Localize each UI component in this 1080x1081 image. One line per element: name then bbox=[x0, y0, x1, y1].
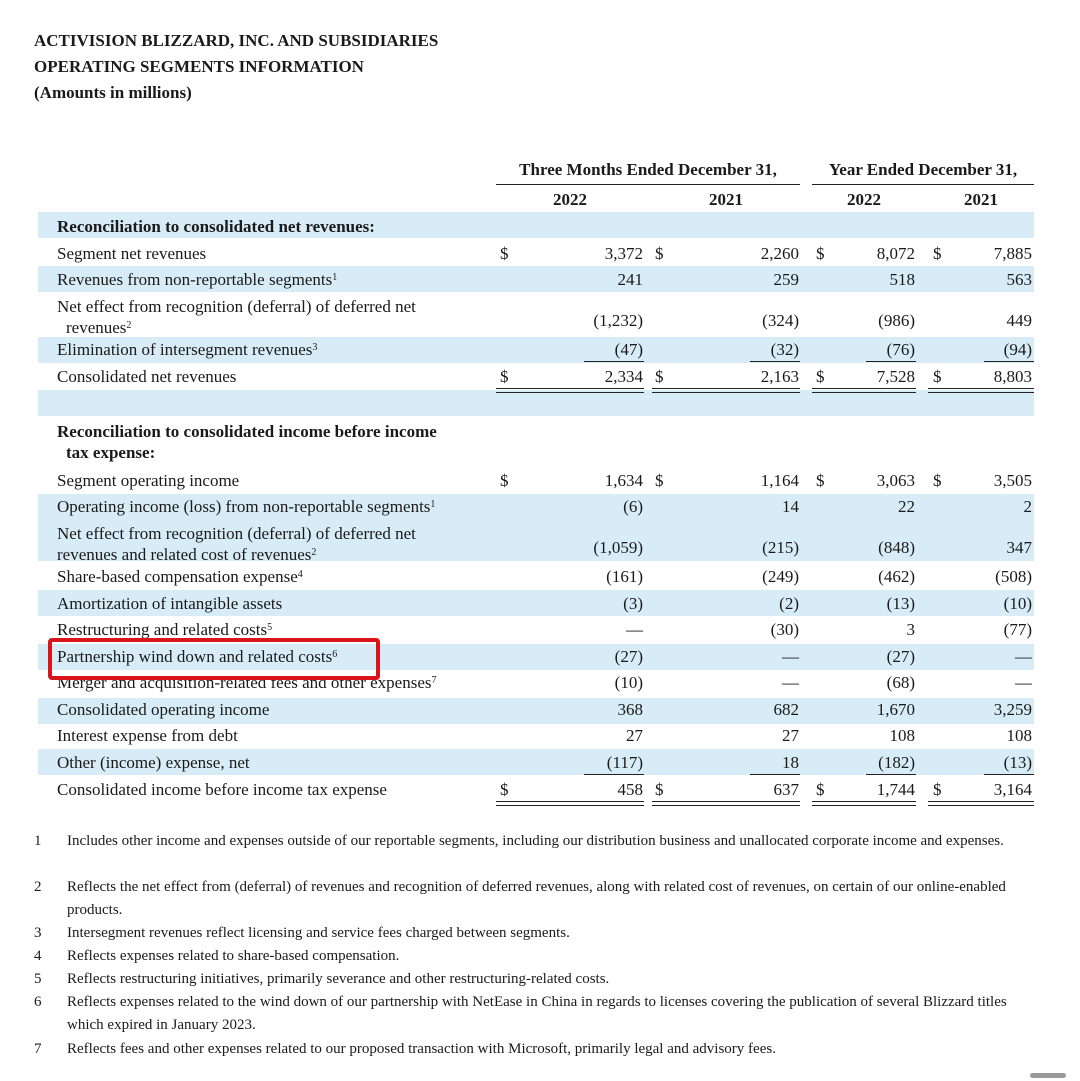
row-value: (324) bbox=[762, 311, 799, 330]
subtotal-rule bbox=[984, 774, 1034, 775]
row-value: 563 bbox=[1006, 270, 1032, 289]
row-value: 1,670 bbox=[876, 700, 915, 719]
subtotal-rule bbox=[584, 361, 644, 362]
row-value: (27) bbox=[886, 647, 915, 666]
row-label: Net effect from recognition (deferral) of deferred net bbox=[57, 297, 416, 316]
row-value: 637 bbox=[773, 780, 799, 799]
quarter-heading: Three Months Ended December 31, bbox=[519, 160, 777, 179]
footnote-number: 6 bbox=[34, 994, 42, 1010]
dollar-sign: $ bbox=[816, 367, 825, 386]
footnote-ref: 4 bbox=[297, 569, 303, 580]
row-value: (76) bbox=[886, 340, 915, 359]
row-value: (117) bbox=[606, 753, 643, 772]
footnote-number: 3 bbox=[34, 925, 42, 941]
dollar-sign: $ bbox=[655, 780, 664, 799]
year-heading: Year Ended December 31, bbox=[828, 160, 1018, 179]
units-note: (Amounts in millions) bbox=[34, 83, 192, 102]
row-label: Interest expense from debt bbox=[57, 726, 238, 745]
row-value: 2,334 bbox=[604, 367, 643, 386]
total-rule bbox=[496, 801, 644, 806]
row-value: 1,744 bbox=[876, 780, 915, 799]
dollar-sign: $ bbox=[933, 244, 942, 263]
row-value: (848) bbox=[878, 538, 915, 557]
total-rule bbox=[812, 388, 916, 393]
row-value: (161) bbox=[606, 567, 643, 586]
row-value: (1,232) bbox=[593, 311, 643, 330]
row-value: 1,164 bbox=[760, 471, 799, 490]
row-value: — bbox=[1015, 647, 1032, 666]
row-value: (249) bbox=[762, 567, 799, 586]
row-value: 3,063 bbox=[876, 471, 915, 490]
year-col-4: 2021 bbox=[964, 190, 998, 209]
row-value: (6) bbox=[623, 497, 643, 516]
dollar-sign: $ bbox=[655, 244, 664, 263]
row-label: Restructuring and related costs$^5$ bbox=[57, 620, 273, 639]
row-value: (68) bbox=[886, 673, 915, 692]
subtotal-rule bbox=[984, 361, 1034, 362]
subtotal-rule bbox=[584, 774, 644, 775]
total-rule bbox=[496, 388, 644, 393]
row-value: (3) bbox=[623, 594, 643, 613]
row-value: 347 bbox=[1006, 538, 1032, 557]
dollar-sign: $ bbox=[933, 367, 942, 386]
total-rule bbox=[928, 388, 1034, 393]
row-value: 8,072 bbox=[876, 244, 915, 263]
row-value: — bbox=[782, 673, 799, 692]
row-value: 27 bbox=[782, 726, 799, 745]
total-rule bbox=[652, 801, 800, 806]
row-band bbox=[38, 390, 1034, 416]
row-label: Net effect from recognition (deferral) of deferred net bbox=[57, 524, 416, 543]
footnote-ref: 1 bbox=[332, 272, 338, 283]
row-value: 2,163 bbox=[760, 367, 799, 386]
row-value: 2 bbox=[1023, 497, 1032, 516]
section-title-revenues: Reconciliation to consolidated net revenues: bbox=[57, 217, 375, 236]
footnote-ref: 2 bbox=[126, 320, 132, 331]
row-label: Segment operating income bbox=[57, 471, 240, 490]
row-value: 27 bbox=[626, 726, 643, 745]
row-value: 22 bbox=[898, 497, 915, 516]
footnote-ref: 2 bbox=[311, 547, 317, 558]
row-value: 108 bbox=[889, 726, 915, 745]
row-label: Consolidated operating income bbox=[57, 700, 270, 719]
row-value: (508) bbox=[995, 567, 1032, 586]
footnote-text: Includes other income and expenses outside of our reportable segments, including our distribution business and unallocated corporate income and expenses. bbox=[67, 833, 1004, 849]
row-label: Elimination of intersegment revenues$^3$ bbox=[57, 340, 318, 359]
row-value: 8,803 bbox=[993, 367, 1032, 386]
company-name: ACTIVISION BLIZZARD, INC. AND SUBSIDIARIES bbox=[34, 31, 439, 50]
footnote-text: Intersegment revenues reflect licensing and service fees charged between segments. bbox=[67, 925, 570, 941]
section-title-income-cont: tax expense: bbox=[66, 443, 156, 462]
row-label: revenues and related cost of revenues$^2$ bbox=[57, 545, 317, 564]
row-value: (215) bbox=[762, 538, 799, 557]
footnote-ref: 5 bbox=[267, 622, 273, 633]
dollar-sign: $ bbox=[933, 471, 942, 490]
row-value: 108 bbox=[1006, 726, 1032, 745]
footnote-number: 2 bbox=[34, 879, 42, 895]
dollar-sign: $ bbox=[500, 367, 509, 386]
year-heading-rule bbox=[812, 184, 1034, 185]
row-label: Partnership wind down and related costs$^6$ bbox=[57, 647, 338, 666]
dollar-sign: $ bbox=[816, 471, 825, 490]
row-value: (47) bbox=[614, 340, 643, 359]
row-value: 682 bbox=[773, 700, 799, 719]
highlight-box bbox=[48, 638, 380, 680]
row-value: 3,259 bbox=[993, 700, 1032, 719]
row-value: 241 bbox=[617, 270, 643, 289]
scroll-handle[interactable] bbox=[1030, 1073, 1066, 1078]
row-label: Consolidated income before income tax expense bbox=[57, 780, 387, 799]
row-value: 1,634 bbox=[604, 471, 643, 490]
row-value: 14 bbox=[782, 497, 799, 516]
footnote-number: 4 bbox=[34, 948, 42, 964]
row-value: (10) bbox=[1003, 594, 1032, 613]
dollar-sign: $ bbox=[500, 471, 509, 490]
row-value: 3,505 bbox=[993, 471, 1032, 490]
footnote-text: Reflects fees and other expenses related to our proposed transaction with Microsoft, primarily legal and advisory fees. bbox=[67, 1041, 776, 1057]
dollar-sign: $ bbox=[500, 780, 509, 799]
row-label: Revenues from non-reportable segments$^1$ bbox=[57, 270, 338, 289]
row-value: (2) bbox=[779, 594, 799, 613]
dollar-sign: $ bbox=[655, 471, 664, 490]
row-value: (10) bbox=[614, 673, 643, 692]
row-value: 2,260 bbox=[760, 244, 799, 263]
row-value: (13) bbox=[886, 594, 915, 613]
report-title: OPERATING SEGMENTS INFORMATION bbox=[34, 57, 364, 76]
row-value: 449 bbox=[1006, 311, 1032, 330]
footnote-number: 5 bbox=[34, 971, 42, 987]
row-value: 18 bbox=[782, 753, 799, 772]
footnote-text: Reflects the net effect from (deferral) of revenues and recognition of deferred revenues, along with related cost of revenues, on certain of our online-enabled products. bbox=[67, 879, 1006, 918]
footnote-text: Reflects expenses related to share-based compensation. bbox=[67, 948, 400, 964]
row-value: — bbox=[626, 620, 643, 639]
row-label: Operating income (loss) from non-reportable segments$^1$ bbox=[57, 497, 436, 516]
row-value: (462) bbox=[878, 567, 915, 586]
footnote-text: Reflects restructuring initiatives, primarily severance and other restructuring-related costs. bbox=[67, 971, 610, 987]
quarter-heading-rule bbox=[496, 184, 800, 185]
footnote-number: 7 bbox=[34, 1041, 42, 1057]
footnote-text: Reflects expenses related to the wind down of our partnership with NetEase in China in regards to licenses covering the publication of several Blizzard titles which expired in January 2023. bbox=[67, 994, 1007, 1033]
year-col-2: 2021 bbox=[709, 190, 743, 209]
total-rule bbox=[812, 801, 916, 806]
row-value: 3,164 bbox=[993, 780, 1032, 799]
row-value: (77) bbox=[1003, 620, 1032, 639]
row-label: Segment net revenues bbox=[57, 244, 207, 263]
row-value: 3 bbox=[906, 620, 915, 639]
section-title-income: Reconciliation to consolidated income before income bbox=[57, 422, 437, 441]
year-col-3: 2022 bbox=[847, 190, 881, 209]
total-rule bbox=[928, 801, 1034, 806]
dollar-sign: $ bbox=[816, 780, 825, 799]
footnote-number: 1 bbox=[34, 833, 42, 849]
row-value: (13) bbox=[1003, 753, 1032, 772]
row-value: (32) bbox=[770, 340, 799, 359]
total-rule bbox=[652, 388, 800, 393]
dollar-sign: $ bbox=[655, 367, 664, 386]
row-value: (986) bbox=[878, 311, 915, 330]
row-value: (94) bbox=[1003, 340, 1032, 359]
row-value: 3,372 bbox=[604, 244, 643, 263]
row-label: Amortization of intangible assets bbox=[57, 594, 283, 613]
footnote-ref: 7 bbox=[431, 675, 437, 686]
row-value: (27) bbox=[614, 647, 643, 666]
row-value: 7,885 bbox=[993, 244, 1032, 263]
report-header bbox=[34, 28, 438, 106]
row-label: Share-based compensation expense$^4$ bbox=[57, 567, 303, 586]
row-value: (1,059) bbox=[593, 538, 643, 557]
row-value: (30) bbox=[770, 620, 799, 639]
footnote-ref: 1 bbox=[430, 499, 436, 510]
row-value: 368 bbox=[617, 700, 643, 719]
row-value: 259 bbox=[773, 270, 799, 289]
footnote-ref: 6 bbox=[332, 649, 338, 660]
subtotal-rule bbox=[866, 774, 916, 775]
subtotal-rule bbox=[750, 361, 800, 362]
dollar-sign: $ bbox=[816, 244, 825, 263]
row-label: Merger and acquisition-related fees and other expenses$^7$ bbox=[57, 673, 437, 692]
row-label: revenues$^2$ bbox=[66, 318, 132, 337]
footnote-ref: 3 bbox=[312, 342, 318, 353]
row-value: (182) bbox=[878, 753, 915, 772]
row-value: — bbox=[782, 647, 799, 666]
row-label: Consolidated net revenues bbox=[57, 367, 237, 386]
dollar-sign: $ bbox=[500, 244, 509, 263]
row-label: Other (income) expense, net bbox=[57, 753, 250, 772]
row-value: 518 bbox=[889, 270, 915, 289]
subtotal-rule bbox=[866, 361, 916, 362]
row-value: 7,528 bbox=[876, 367, 915, 386]
subtotal-rule bbox=[750, 774, 800, 775]
year-col-1: 2022 bbox=[553, 190, 587, 209]
row-value: 458 bbox=[617, 780, 643, 799]
dollar-sign: $ bbox=[933, 780, 942, 799]
row-value: — bbox=[1015, 673, 1032, 692]
